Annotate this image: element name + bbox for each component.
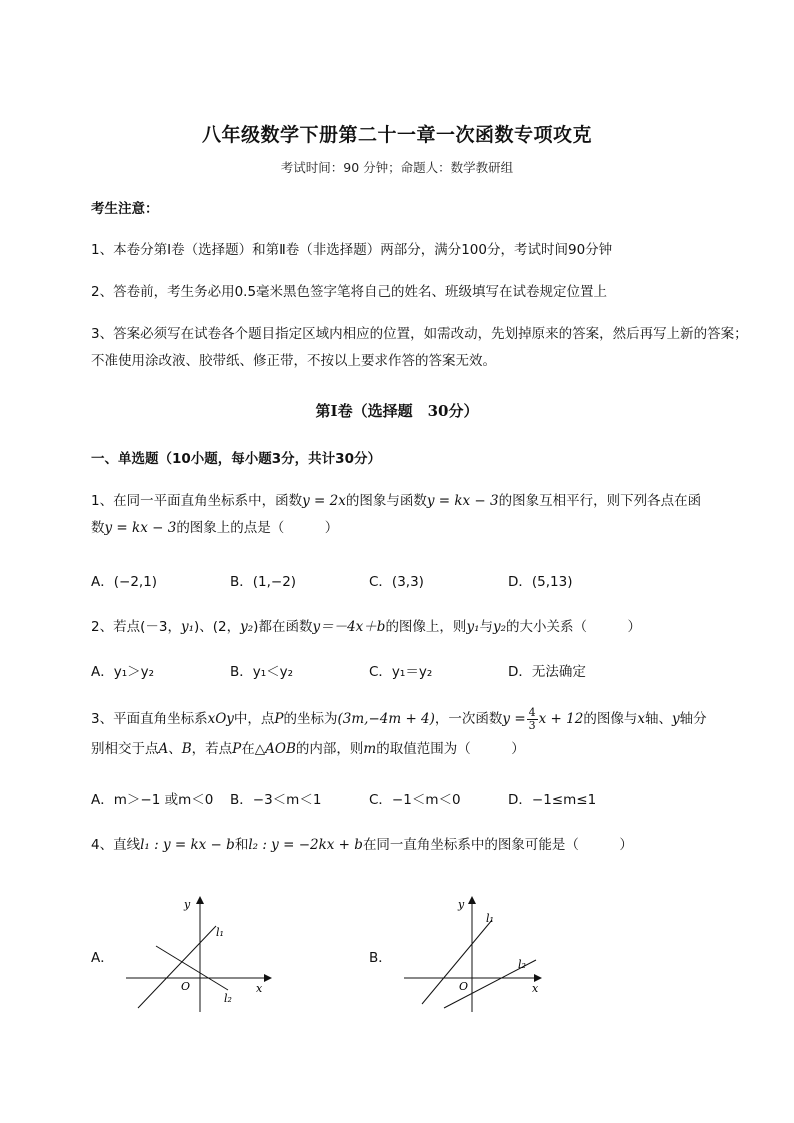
coordinate: (3m,−4m + 4)	[337, 711, 435, 727]
q1-option-b[interactable]: B．(1,−2)	[230, 574, 297, 590]
q1-option-c[interactable]: C．(3,3)	[369, 574, 424, 590]
q4-option-b-label[interactable]: B．	[369, 950, 392, 966]
q3-option-d[interactable]: D．−1≤m≤1	[508, 792, 597, 808]
notice-item-3: 3、答案必须写在试卷各个题目指定区域内相应的位置，如需改动，先划掉原来的答案，然后再写上新的答案；不准使用涂改液、胶带纸、修正带，不按以上要求作答的答案无效。	[91, 326, 748, 369]
formula: y = 2x	[302, 493, 346, 509]
question-4: 4、直线l₁ : y = kx − b和l₂ : y = −2kx + b在同一直角坐标系中的图象可能是（ ）	[91, 837, 633, 853]
q2-option-a[interactable]: A．y₁＞y₂	[91, 664, 155, 680]
x-axis-arrow-icon	[264, 974, 272, 982]
x-axis-label: x	[256, 982, 263, 995]
q2-option-b[interactable]: B．y₁＜y₂	[230, 664, 294, 680]
q1-option-a[interactable]: A．(−2,1)	[91, 574, 158, 590]
l1-label: l₁	[216, 926, 224, 939]
question-1: 1、在同一平面直角坐标系中，函数y = 2x的图象与函数y = kx − 3的图象互相平行，则下列各点在函 数y = kx − 3的图象上的点是（ ）	[91, 493, 702, 536]
q3-option-c[interactable]: C．−1＜m＜0	[369, 792, 461, 808]
formula: y＝－4x＋b	[312, 619, 386, 635]
notice-heading: 考生注意：	[91, 201, 159, 217]
section-title: 第Ⅰ卷（选择题 30分）	[315, 402, 479, 420]
question-3: 3、平面直角坐标系xOy中，点P的坐标为(3m,−4m + 4)，一次函数y = $\frac{4}{3}$ x + 12的图像与x轴、y轴分 别相交于点A、B，若点P在△AOB的内部，则m的取值范围为（ ）	[91, 705, 707, 757]
q4-option-a-label[interactable]: A．	[91, 950, 114, 966]
q2-option-c[interactable]: C．y₁＝y₂	[369, 664, 433, 680]
line-l1	[422, 920, 492, 1004]
line-l2	[156, 946, 228, 990]
notice-item-2: 2、答卷前，考生务必用0.5毫米黑色签字笔将自己的姓名、班级填写在试卷规定位置上	[91, 284, 608, 300]
l1-label: l₁	[486, 912, 494, 925]
line-l1	[138, 926, 216, 1008]
q4-graph-a[interactable]	[118, 890, 278, 1020]
origin-label: O	[459, 980, 469, 993]
page-title: 八年级数学下册第二十一章一次函数专项攻克	[201, 124, 592, 146]
formula: l₁ : y = kx − b	[140, 837, 235, 853]
formula: l₂ : y = −2kx + b	[248, 837, 363, 853]
x-axis-arrow-icon	[534, 974, 542, 982]
l2-label: l₂	[518, 958, 526, 971]
y-axis-arrow-icon	[468, 896, 476, 904]
fraction: $\frac{4}{3}$	[528, 705, 536, 732]
q4-graph-b[interactable]	[396, 890, 556, 1020]
formula: y = kx − 3	[104, 520, 177, 536]
question-2: 2、若点(－3，y₁)、(2，y₂)都在函数y＝－4x＋b的图像上，则y₁与y₂的大小关系（ ）	[91, 619, 642, 635]
notice-item-1: 1、本卷分第Ⅰ卷（选择题）和第Ⅱ卷（非选择题）两部分，满分100分，考试时间90分钟	[91, 242, 613, 258]
q3-option-b[interactable]: B．−3＜m＜1	[230, 792, 322, 808]
q3-option-a[interactable]: A．m＞−1 或m＜0	[91, 792, 214, 808]
y-axis-arrow-icon	[196, 896, 204, 904]
origin-label: O	[181, 980, 191, 993]
part-title: 一、单选题（10小题，每小题3分，共计30分）	[91, 451, 381, 467]
y-axis-label: y	[184, 898, 191, 911]
formula: y = kx − 3	[426, 493, 499, 509]
l2-label: l₂	[224, 992, 232, 1005]
y-axis-label: y	[458, 898, 465, 911]
x-axis-label: x	[532, 982, 539, 995]
q2-option-d[interactable]: D．无法确定	[508, 664, 586, 680]
exam-info: 考试时间：90 分钟；命题人：数学教研组	[280, 160, 514, 175]
q1-option-d[interactable]: D．(5,13)	[508, 574, 573, 590]
